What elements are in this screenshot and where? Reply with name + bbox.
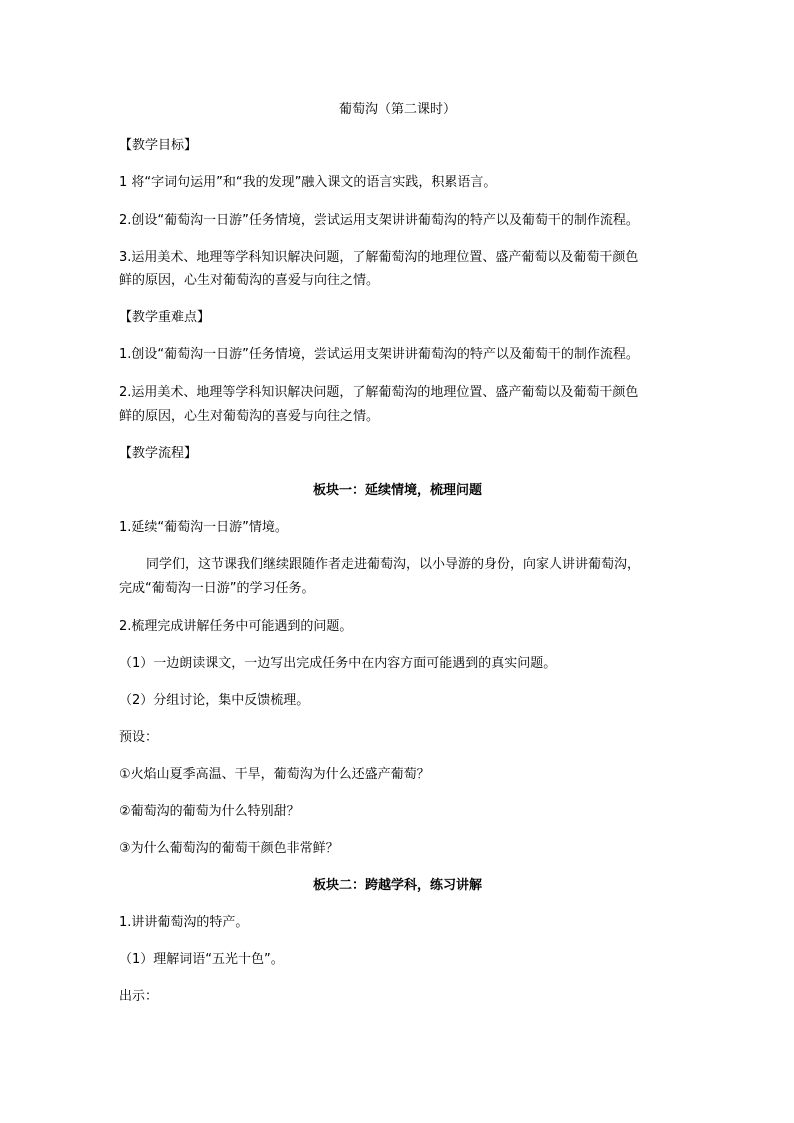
goal-item: 2.创设“葡萄沟一日游”任务情境，尝试运用支架讲讲葡萄沟的特产以及葡萄干的制作流程。 bbox=[119, 213, 639, 228]
goal-item: 1 将“字词句运用”和“我的发现”融入课文的语言实践，积累语言。 bbox=[119, 175, 497, 190]
key-points-heading: 【教学重难点】 bbox=[119, 310, 211, 325]
step-item: 1.延续“葡萄沟一日游”情境。 bbox=[119, 520, 288, 535]
key-point-item: 1.创设“葡萄沟一日游”任务情境，尝试运用支架讲讲葡萄沟的特产以及葡萄干的制作流程。 bbox=[119, 347, 639, 362]
question-item: ①火焰山夏季高温、干旱，葡萄沟为什么还盛产葡萄？ bbox=[119, 767, 430, 782]
preset-label: 预设： bbox=[119, 730, 159, 745]
sub-step-item: （1）理解词语“五光十色”。 bbox=[119, 952, 284, 967]
process-heading: 【教学流程】 bbox=[119, 446, 198, 461]
step-item: 2.梳理完成讲解任务中可能遇到的问题。 bbox=[119, 619, 353, 634]
paragraph-line: 同学们，这节课我们继续跟随作者走进葡萄沟，以小导游的身份，向家人讲讲葡萄沟， bbox=[146, 557, 641, 572]
block-title: 板块二：跨越学科，练习讲解 bbox=[312, 878, 482, 893]
document-title: 葡萄沟（第二课时） bbox=[338, 102, 456, 117]
sub-step-item: （2）分组讨论，集中反馈梳理。 bbox=[119, 693, 310, 708]
key-point-item-line: 鲜的原因，心生对葡萄沟的喜爱与向往之情。 bbox=[119, 409, 380, 424]
goal-item-line: 鲜的原因，心生对葡萄沟的喜爱与向往之情。 bbox=[119, 273, 380, 288]
goal-item-line: 3.运用美术、地理等学科知识解决问题，了解葡萄沟的地理位置、盛产葡萄以及葡萄干颜色 bbox=[119, 250, 639, 265]
paragraph-line: 完成“葡萄沟一日游”的学习任务。 bbox=[119, 581, 315, 596]
block-title: 板块一：延续情境，梳理问题 bbox=[312, 483, 482, 498]
sub-step-item: （1）一边朗读课文，一边写出完成任务中在内容方面可能遇到的真实问题。 bbox=[119, 656, 557, 671]
question-item: ③为什么葡萄沟的葡萄干颜色非常鲜？ bbox=[119, 841, 339, 856]
step-item: 1.讲讲葡萄沟的特产。 bbox=[119, 915, 249, 930]
show-label: 出示： bbox=[119, 989, 159, 1004]
question-item: ②葡萄沟的葡萄为什么特别甜？ bbox=[119, 804, 300, 819]
goals-heading: 【教学目标】 bbox=[119, 138, 198, 153]
key-point-item-line: 2.运用美术、地理等学科知识解决问题，了解葡萄沟的地理位置、盛产葡萄以及葡萄干颜色 bbox=[119, 385, 639, 400]
